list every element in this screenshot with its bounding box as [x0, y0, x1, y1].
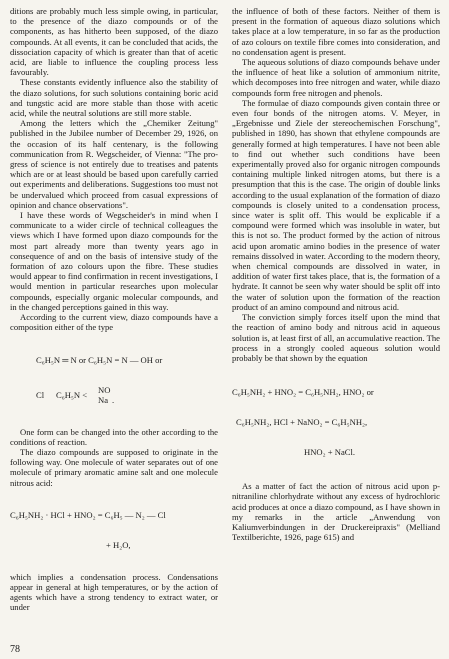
formula-part: C₆H₅N < [56, 389, 88, 400]
paragraph: Among the letters which the „Chemiker Zeitung" published in the Jubilee number of December 29, 1926, on the occasion of its half centenary, is the following communication from R. Wegscheider, of Vienna: "The progress of science is not entirely due to treatises and patents which are or at least should be based upon carefully carried out experiments and deliberations. Suggestions too must not be undervalued which proceed from casual expressions of opinion and chance observations". [10, 118, 218, 210]
paragraph: As a matter of fact the action of nitrous acid upon p-nitraniline chlorhydrate without any excess of hydrochloric acid produces at once a diazo compound, as I have shown in my remarks in the article „Anwendung von Kaliumverbindungen in der Druckereipraxis" (Melliand Textilberichte, 1926, page 615) and [232, 481, 440, 543]
paragraph: These constants evidently influence also the stability of the diazo solutions, for such solutions containing boric acid and tungstic acid are more stable than those with acetic acid, while the neutral solutions are still more stable. [10, 77, 218, 119]
document-page [10, 6, 440, 646]
formula-line: C₆H₅N ═ N or C₆H₅N = N — OH or [36, 354, 163, 365]
paragraph: which implies a condensation process. Condensations appear in general at high temperatures, or by the action of agents which have a strong tendency to extract water, or under [10, 571, 218, 613]
paragraph: The aqueous solutions of diazo compounds behave under the influence of heat like a solution of ammonium nitrite, which decomposes into free nitrogen and water, while diazo compounds form free nitrogen and phenols. [232, 57, 440, 98]
formula-part: . [112, 394, 115, 405]
formula-part: Na [98, 394, 109, 405]
paragraph: ditions are probably much less simple owing, in particular, to the presence of the diazo compounds or of the components, as has hitherto been supposed, of the diazo compounds. At all events, it can be concluded that acids, the dissociation capacity of which is greater than that of acetic acid, are liable to influence the coupling process less favourably. [10, 6, 218, 78]
paragraph: I have these words of Wegscheider's in mind when I communicate to a wider circle of technical colleagues the views which I have formed upon diazo compounds for the most part already more than twenty years ago in consequence of and on the basis of intensive study of the formation of azo colours upon the fibre. These studies would appear to find confirmation in recent investigations, I would mention in particular researches upon molecular compounds, especially organic molecular compounds, and in the changed perceptions gained in this way. [10, 210, 218, 312]
paragraph: The formulae of diazo compounds given contain three or even four bonds of the nitrogen atoms. V. Meyer, in „Ergebnisse und Ziele der stereochemischen Forschung", published in 1890, has shown that ethylene compounds are generally formed at high temperatures. I have not been able to find out whether such conditions have been experimentally proved also for organic nitrogen compounds containing multiple linked nitrogen atoms, but there is a presumption that this is the case. The origin of double links according to the usual explanation of the formation of diazo compounds is closely united to a condensation process, since water is split off. This would be explicable if a compound were formed which was insoluble in water, but this is not so. The product formed by the action of nitrous acid upon aromatic amino bodies in the presence of water remains dissolved in water. According to the modern theory, when chemical compounds are dissolved in water, in addition of water first takes place, that is, the formation of a hydrate. It cannot be seen why water should be split off into the water of solution upon the formation of the reaction product of an amino compound and nitrous acid. [232, 97, 440, 312]
formula-line: C₆H₅NH₂ + HNO₂ = C₆H₅NH₂, HNO₂ or [232, 387, 374, 398]
right-column [232, 6, 440, 542]
paragraph: The diazo compounds are supposed to originate in the following way. One molecule of water separates out of one molecule of primary aromatic amine salt and one molecule nitrous acid: [10, 446, 218, 488]
formula-diazo-types [10, 335, 218, 425]
paragraph: The conviction simply forces itself upon the mind that the reaction of amino body and nitrous acid in aqueous solution is, at least first of all, an accumulative reaction. The process in a strongly cooled aqueous solution would probably be that shown by the equation [232, 312, 440, 363]
left-column [10, 6, 218, 613]
formula-line: HNO₂ + NaCl. [304, 447, 356, 458]
formula-line [36, 385, 218, 405]
formula-part: Cl [36, 389, 45, 400]
formula-condensation [10, 490, 218, 570]
formula-line: C₆H₅NH₂ · HCl + HNO₂ = C₆H₅ — N₂ — Cl [10, 509, 166, 520]
formula-part: NO [98, 384, 111, 395]
paragraph: According to the current view, diazo compounds have a composition either of the type [10, 312, 218, 333]
formula-accumulative [232, 367, 440, 477]
page-number: 78 [10, 644, 20, 655]
paragraph: the influence of both of these factors. Neither of them is present in the formation of aqueous diazo solutions which takes place at a low temperature, in so far as the production of azo colours on textile fibre comes into consideration, and no condensation agent is present. [232, 6, 440, 57]
formula-line: C₆H₅NH₂, HCl + NaNO₂ = C₆H₅NH₂, [236, 417, 368, 428]
formula-line: + H₂O, [106, 539, 131, 550]
paragraph: One form can be changed into the other according to the conditions of reaction. [10, 426, 218, 447]
